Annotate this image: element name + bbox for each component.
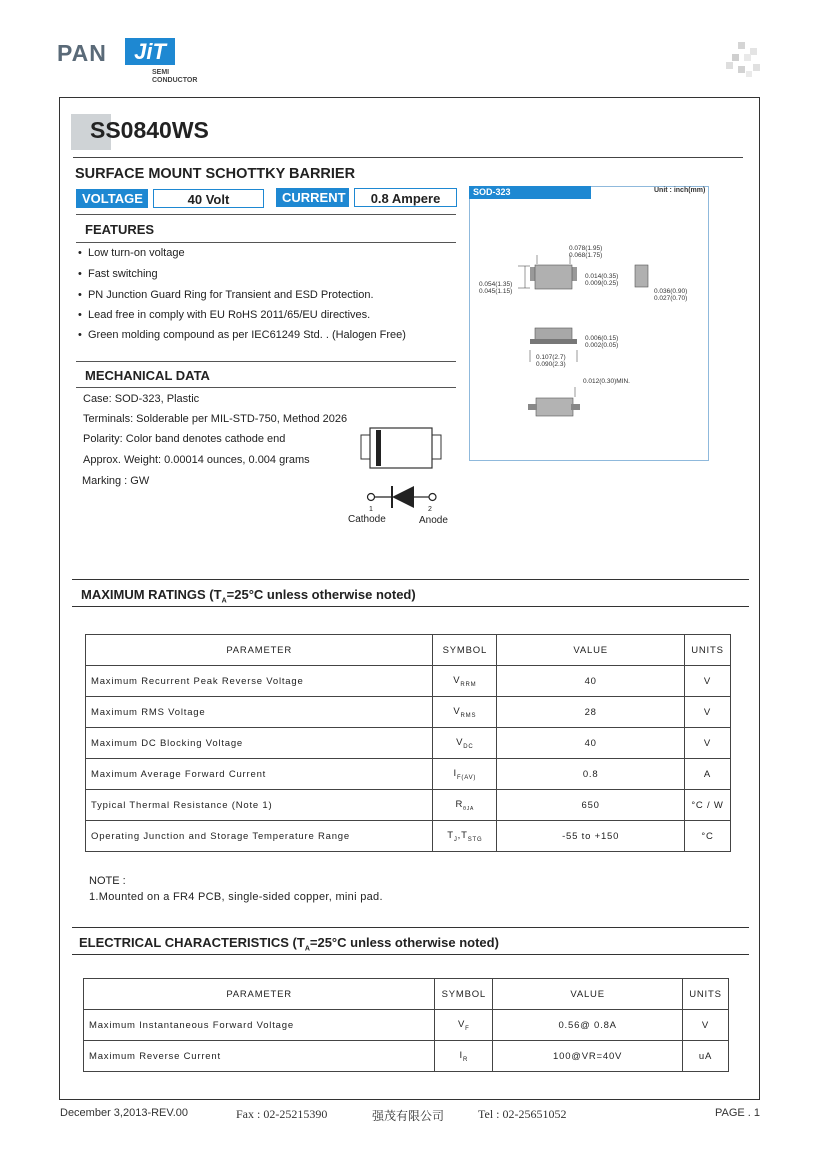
dim-d-max: 0.036(0.90): [654, 288, 688, 295]
dim-d-min: 0.027(0.70): [654, 295, 688, 302]
decorative-squares-icon: [726, 42, 762, 78]
unit-cell: V: [684, 728, 730, 759]
electrical-title-post: =25°C unless otherwise noted): [309, 935, 499, 950]
current-label: CURRENT: [276, 188, 349, 207]
value-cell: 650: [497, 790, 685, 821]
electrical-title: [79, 935, 499, 953]
mechanical-bottom-rule: [76, 387, 456, 388]
table-row: [86, 759, 731, 790]
symbol-cell: [435, 1041, 493, 1072]
table-row: [86, 666, 731, 697]
title-divider: [73, 157, 743, 158]
mechanical-item: Case: SOD-323, Plastic: [83, 393, 200, 405]
dim-f-min: 0.090(2.3): [536, 361, 566, 368]
logo-jit-badge: JiT: [125, 38, 175, 65]
electrical-bottom-rule: [72, 954, 749, 955]
dim-a: [569, 245, 602, 259]
symbol-cell: [435, 1010, 493, 1041]
mechanical-top-rule: [76, 361, 456, 362]
footer-tel: Tel : 02-25651052: [478, 1107, 567, 1121]
dim-b-min: 0.009(0.25): [585, 280, 619, 287]
voltage-label: VOLTAGE: [76, 189, 148, 208]
param-cell: Maximum RMS Voltage: [86, 697, 433, 728]
symbol-cell: [433, 790, 497, 821]
symbol-main: R: [455, 798, 464, 810]
feature-text: Lead free in comply with EU RoHS 2011/65/EU directives.: [87, 309, 371, 321]
symbol-sub: θJA: [463, 805, 475, 812]
value-cell: -55 to +150: [497, 821, 685, 852]
unit-cell: A: [684, 759, 730, 790]
footer-page: PAGE . 1: [715, 1107, 761, 1119]
dim-g: 0.012(0.30)MIN.: [583, 378, 630, 385]
current-value: 0.8 Ampere: [354, 188, 457, 207]
mechanical-heading: MECHANICAL DATA: [85, 368, 210, 383]
max-ratings-title-sub: A: [221, 597, 227, 605]
param-cell: Operating Junction and Storage Temperature Range: [86, 821, 433, 852]
param-cell: Maximum Instantaneous Forward Voltage: [84, 1010, 435, 1041]
header-units: UNITS: [682, 979, 728, 1010]
mechanical-item: Marking : GW: [82, 475, 150, 487]
max-ratings-title-pre: MAXIMUM RATINGS (T: [81, 587, 222, 602]
symbol-sub: R: [462, 1056, 469, 1063]
symbol-main: V: [453, 674, 461, 686]
max-ratings-title-post: =25°C unless otherwise noted): [226, 587, 416, 602]
symbol-main: V: [453, 705, 461, 717]
part-number-title: SS0840WS: [90, 117, 209, 143]
max-ratings-table: [85, 634, 731, 852]
param-cell: Maximum Recurrent Peak Reverse Voltage: [86, 666, 433, 697]
header-symbol: SYMBOL: [433, 635, 497, 666]
param-cell: Maximum Average Forward Current: [86, 759, 433, 790]
note-heading: NOTE :: [89, 875, 126, 887]
product-subtitle: SURFACE MOUNT SCHOTTKY BARRIER: [75, 166, 356, 182]
dim-c: [479, 281, 512, 295]
dim-e: [585, 335, 618, 349]
unit-cell: V: [682, 1010, 728, 1041]
header-value: VALUE: [497, 635, 685, 666]
unit-cell: V: [684, 697, 730, 728]
logo-semiconductor: [152, 69, 197, 85]
unit-cell: °C / W: [684, 790, 730, 821]
footer-company: 强茂有限公司: [372, 1109, 445, 1123]
features-heading: FEATURES: [85, 222, 155, 237]
mechanical-item: Terminals: Solderable per MIL-STD-750, Method 2026: [83, 413, 348, 425]
feature-item: • Lead free in comply with EU RoHS 2011/65/EU directives.: [78, 309, 371, 321]
package-dimension-drawing: [470, 200, 708, 460]
unit-cell: °C: [684, 821, 730, 852]
value-cell: 0.56@ 0.8A: [493, 1010, 683, 1041]
symbol-main: T: [447, 829, 454, 841]
electrical-table: [83, 978, 729, 1072]
value-cell: 28: [497, 697, 685, 728]
unit-cell: uA: [682, 1041, 728, 1072]
dim-c-min: 0.045(1.15): [479, 288, 513, 295]
dim-e-max: 0.006(0.15): [585, 335, 619, 342]
dim-f: [536, 354, 566, 368]
table-header-row: [86, 635, 731, 666]
feature-item: • Fast switching: [78, 268, 158, 280]
package-unit-note: Unit : inch(mm): [654, 187, 706, 194]
electrical-top-rule: [72, 927, 749, 928]
feature-item: • Low turn-on voltage: [78, 247, 185, 259]
param-cell: Typical Thermal Resistance (Note 1): [86, 790, 433, 821]
symbol-sub: F(AV): [456, 774, 477, 781]
dim-a-max: 0.078(1.95): [569, 245, 603, 252]
package-name: SOD-323: [469, 186, 591, 199]
header-value: VALUE: [493, 979, 683, 1010]
electrical-title-pre: ELECTRICAL CHARACTERISTICS (T: [79, 935, 305, 950]
symbol-sub: RRM: [460, 681, 477, 688]
dim-b: [585, 273, 618, 287]
logo-pan-text: PAN: [57, 40, 107, 66]
dim-d: [654, 288, 687, 302]
symbol-cell: [433, 728, 497, 759]
feature-item: • PN Junction Guard Ring for Transient and ESD Protection.: [78, 289, 374, 301]
symbol-cell: [433, 697, 497, 728]
param-cell: Maximum Reverse Current: [84, 1041, 435, 1072]
mechanical-item: Approx. Weight: 0.00014 ounces, 0.004 grams: [83, 454, 310, 466]
value-cell: 40: [497, 728, 685, 759]
symbol-main: I: [453, 767, 457, 779]
max-ratings-bottom-rule: [72, 606, 749, 607]
logo-semi-line1: SEMI: [152, 69, 170, 76]
table-row: [86, 790, 731, 821]
header-parameter: PARAMETER: [84, 979, 435, 1010]
feature-text: Low turn-on voltage: [87, 247, 185, 259]
diode-pin1-label: 1: [369, 506, 373, 513]
symbol-main: V: [456, 736, 464, 748]
symbol-sub: F: [465, 1025, 470, 1032]
mechanical-item: Polarity: Color band denotes cathode end: [83, 433, 286, 445]
symbol-main: V: [457, 1018, 466, 1030]
footer-date: December 3,2013-REV.00: [60, 1107, 189, 1119]
features-top-rule: [76, 214, 456, 215]
table-row: [84, 1041, 729, 1072]
value-cell: 0.8: [497, 759, 685, 790]
table-row: [86, 728, 731, 759]
max-ratings-top-rule: [72, 579, 749, 580]
features-bottom-rule: [76, 242, 456, 243]
symbol-cell: [433, 666, 497, 697]
symbol-sub: RMS: [460, 712, 477, 719]
table-row: [86, 697, 731, 728]
note-text: 1.Mounted on a FR4 PCB, single-sided copper, mini pad.: [89, 891, 383, 903]
diode-anode-label: Anode: [419, 515, 448, 526]
symbol-sub: J: [453, 836, 458, 843]
dim-f-max: 0.107(2.7): [536, 354, 566, 361]
feature-text: Green molding compound as per IEC61249 Std. . (Halogen Free): [87, 329, 406, 341]
footer-fax: Fax : 02-25215390: [236, 1107, 328, 1121]
header-units: UNITS: [684, 635, 730, 666]
symbol-cell: [433, 821, 497, 852]
value-cell: 40: [497, 666, 685, 697]
feature-text: PN Junction Guard Ring for Transient and ESD Protection.: [87, 289, 374, 301]
table-header-row: [84, 979, 729, 1010]
dim-e-min: 0.002(0.05): [585, 342, 619, 349]
feature-item: • Green molding compound as per IEC61249 Std. . (Halogen Free): [78, 329, 406, 341]
param-cell: Maximum DC Blocking Voltage: [86, 728, 433, 759]
symbol-main: I: [459, 1049, 463, 1061]
symbol-sub: DC: [463, 743, 474, 750]
dim-c-max: 0.054(1.35): [479, 281, 513, 288]
package-body-drawing: [356, 425, 446, 475]
table-row: [86, 821, 731, 852]
symbol-sub-2: STG: [467, 836, 483, 843]
max-ratings-title: [81, 587, 416, 605]
dim-a-min: 0.068(1.75): [569, 252, 603, 259]
diode-cathode-label: Cathode: [348, 514, 386, 525]
diode-pin2-label: 2: [428, 506, 432, 513]
dim-b-max: 0.014(0.35): [585, 273, 619, 280]
symbol-main-2: ,T: [457, 829, 468, 841]
voltage-value: 40 Volt: [153, 189, 264, 208]
feature-text: Fast switching: [87, 268, 158, 280]
table-row: [84, 1010, 729, 1041]
header-parameter: PARAMETER: [86, 635, 433, 666]
unit-cell: V: [684, 666, 730, 697]
logo-semi-line2: CONDUCTOR: [152, 77, 198, 84]
electrical-title-sub: A: [304, 945, 310, 953]
symbol-cell: [433, 759, 497, 790]
value-cell: 100@VR=40V: [493, 1041, 683, 1072]
header-symbol: SYMBOL: [435, 979, 493, 1010]
